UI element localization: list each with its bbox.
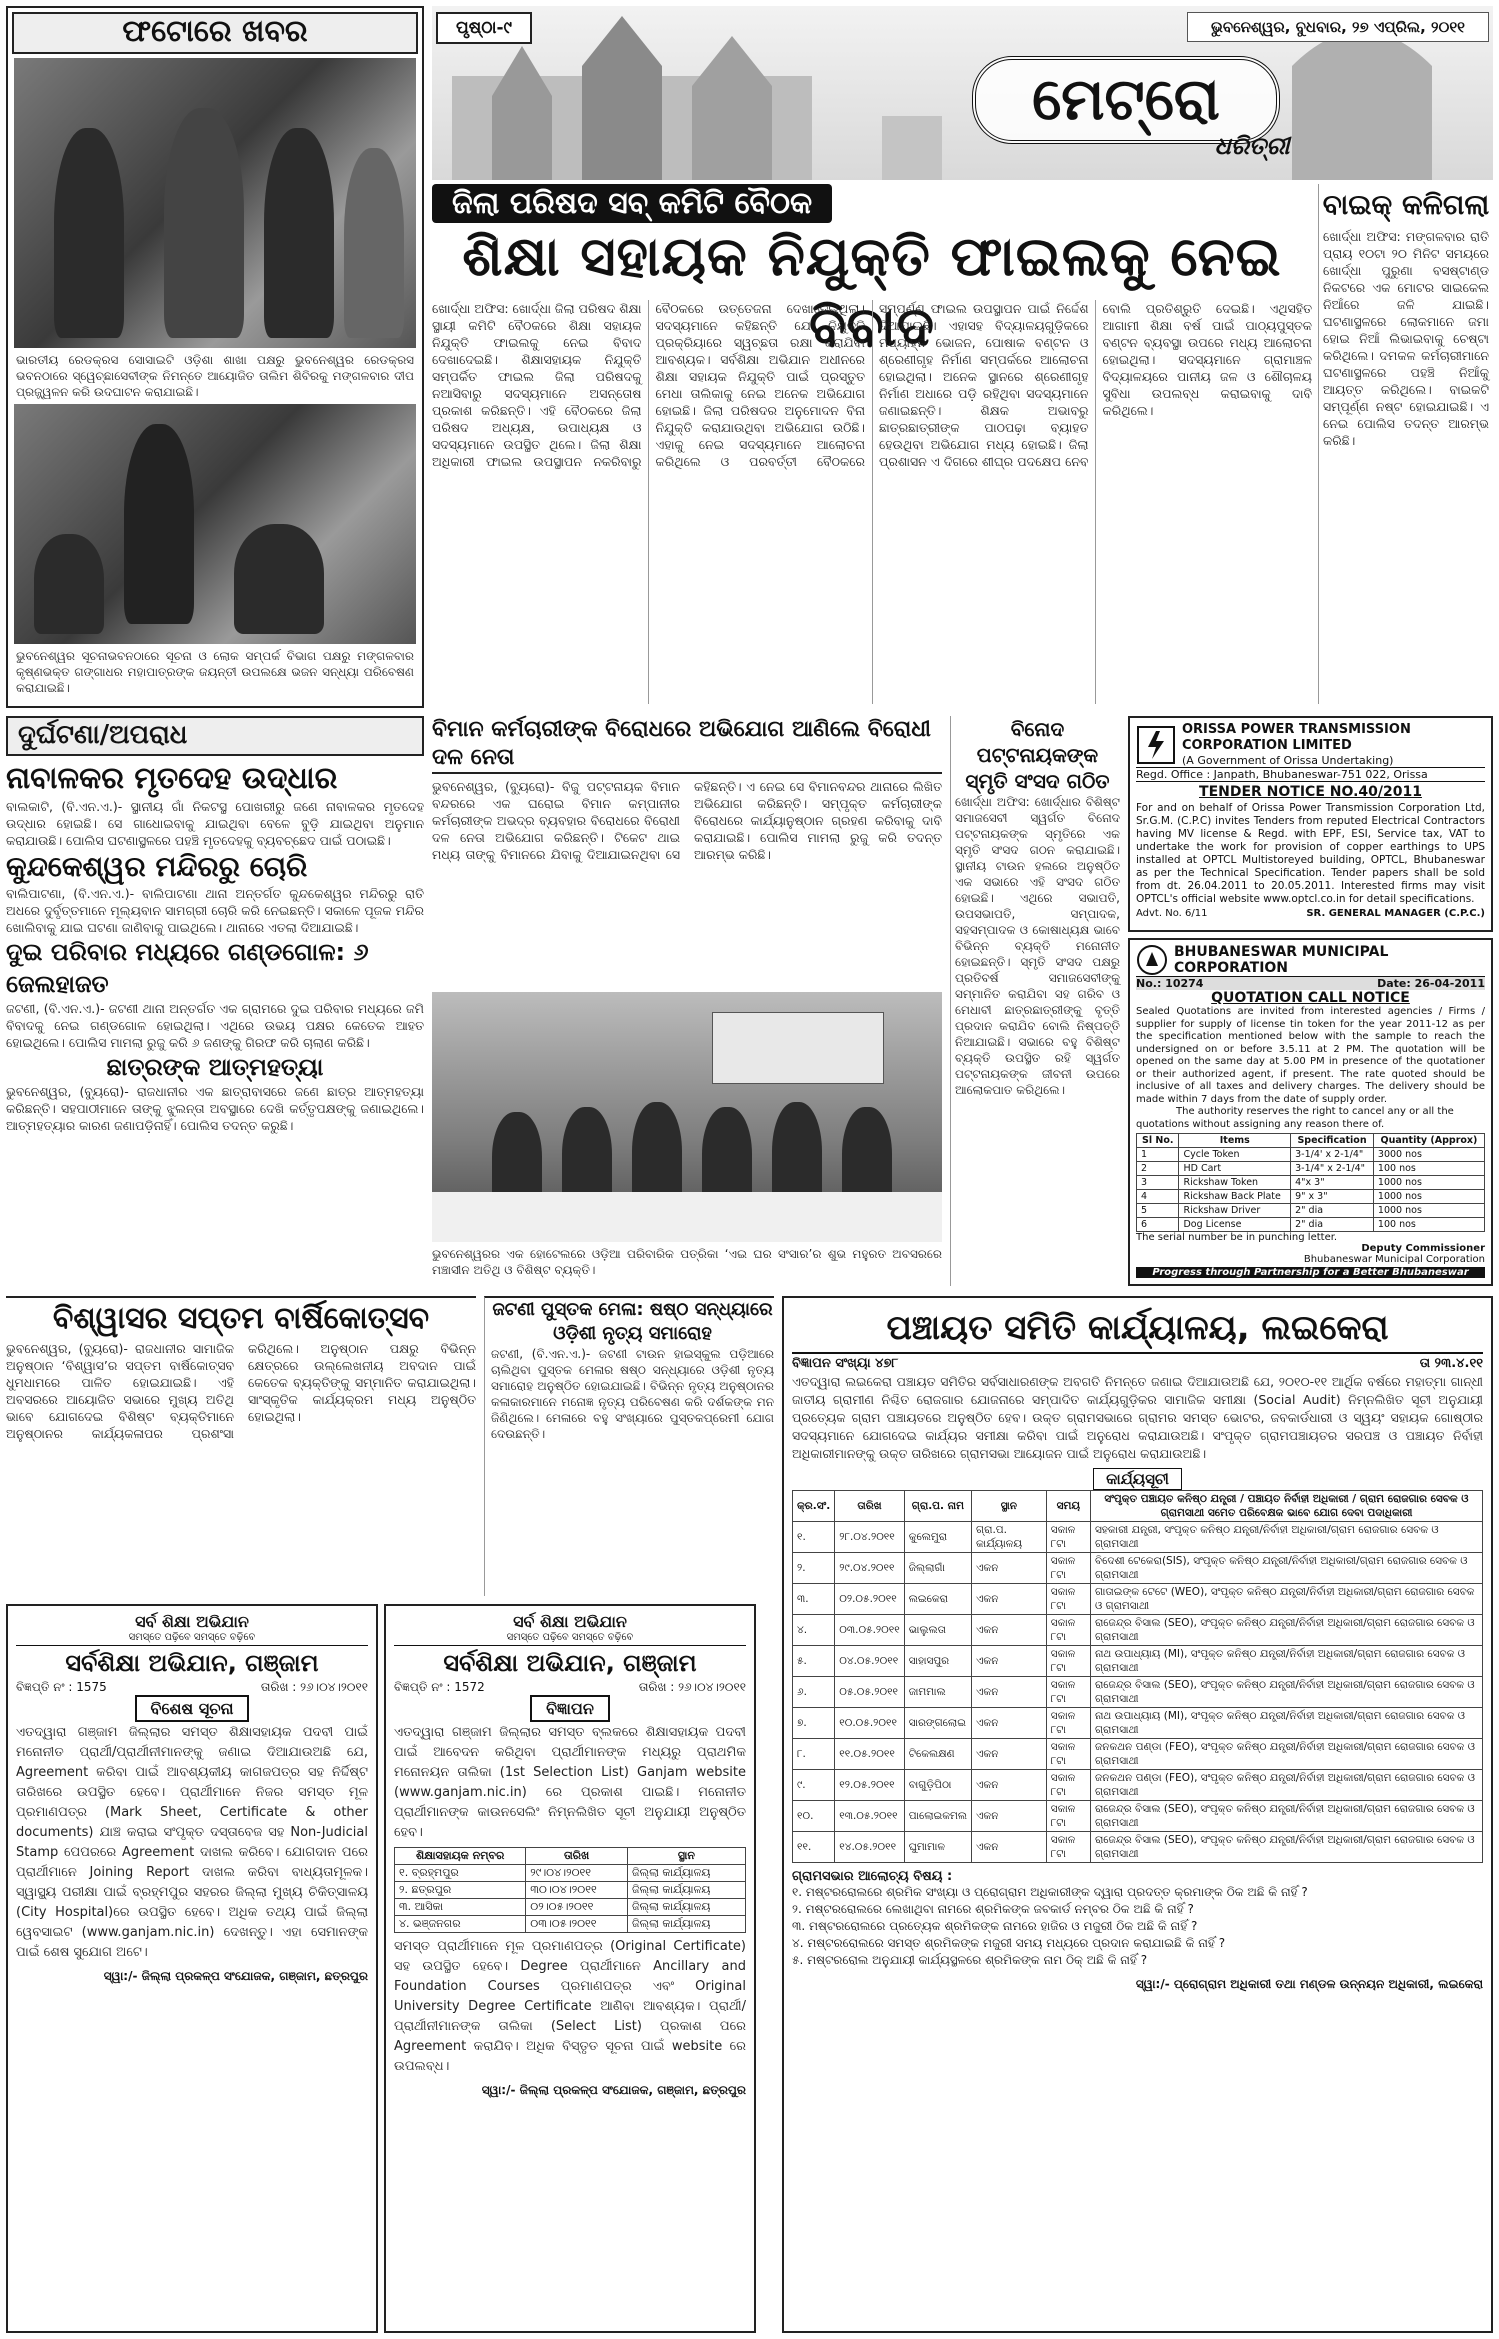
bmc-table-cell: Rickshaw Driver xyxy=(1179,1204,1291,1218)
ssa2-table-cell: ୧. ବ୍ରହ୍ମପୁର xyxy=(395,1865,526,1882)
panchayat-table-row xyxy=(793,1584,1483,1615)
bmc-table-header-cell: Quantity (Approx) xyxy=(1373,1134,1484,1148)
bmc-table-cell: 3-1/4" x 2-1/4" xyxy=(1291,1162,1374,1176)
bmc-tagline: Progress through Partnership for a Better Bhubaneswar xyxy=(1136,1267,1485,1278)
photo-caption-1: ଭାରତୀୟ ରେଡକ୍ରସ ସୋସାଇଟି ଓଡ଼ିଶା ଶାଖା ପକ୍ଷରୁ ଭୁବନେଶ୍ୱର ରେଡକ୍ରସ ଭବନଠାରେ ସ୍ୱେଚ୍ଛାସେବୀଙ୍କ ନିମନ୍ତେ ଆୟୋଜିତ ତାଲିମ ଶିବିରକୁ ମଙ୍ଗଳବାର ଦୀପ ପ୍ରଜ୍ଜ୍ୱଳନ କରି ଉଦଘାଟନ କରାଯାଇଛି। xyxy=(16,353,414,399)
panchayat-schedule-table xyxy=(792,1490,1483,1863)
panchayat-table-header-cell: ସ୍ଥାନ xyxy=(972,1491,1047,1522)
optcl-notice-no: TENDER NOTICE NO.40/2011 xyxy=(1199,784,1422,800)
dateline: ଭୁବନେଶ୍ୱର, ବୁଧବାର, ୨୭ ଏପ୍ରିଲ, ୨୦୧୧ xyxy=(1187,12,1489,42)
panchayat-table-row xyxy=(793,1770,1483,1801)
optcl-advt: Advt. No. 6/11 xyxy=(1136,908,1208,919)
airline-body: ଭୁବନେଶ୍ୱର, (ବୁ୍ୟରୋ)- ବିଜୁ ପଟ୍ଟନାୟକ ବିମାନ ବନ୍ଦରରେ ଏକ ଘରୋଇ ବିମାନ କମ୍ପାନୀର କର୍ମଚାରୀଙ୍କ ଅଭଦ୍ର ବ୍ୟବହାର ବିରୋଧରେ ବିରୋଧୀ ଦଳ ନେତା ଅଭିଯୋଗ କରିଛନ୍ତି। ଟିକେଟ ଥାଇ ମଧ୍ୟ ତାଙ୍କୁ ବିମାନରେ ଯିବାକୁ ଦିଆଯାଇନଥିବା ସେ କହିଛନ୍ତି। ଏ ନେଇ ସେ ବିମାନବନ୍ଦର ଥାନାରେ ଲିଖିତ ଅଭିଯୋଗ କରିଛନ୍ତି। ସମ୍ପୃକ୍ତ କର୍ମଚାରୀଙ୍କ ବିରୋଧରେ କାର୍ଯ୍ୟାନୁଷ୍ଠାନ ଗ୍ରହଣ କରିବାକୁ ଦାବି କରାଯାଇଛି। ପୋଲିସ ମାମଲା ରୁଜୁ କରି ତଦନ୍ତ ଆରମ୍ଭ କରିଛି। xyxy=(432,779,942,862)
panchayat-table-cell: ୦୫.୦୫.୨୦୧୧ xyxy=(835,1677,904,1708)
lead-kicker-box xyxy=(432,184,1312,226)
bmc-table-cell: 6 xyxy=(1137,1218,1179,1232)
ssa2-table-header-cell: ଶିକ୍ଷାସହାୟକ ନମ୍ବର xyxy=(395,1848,526,1865)
photo-redcross xyxy=(14,58,416,348)
page-label: ପୃଷ୍ଠା-୯ xyxy=(436,12,532,44)
panchayat-table-row xyxy=(793,1801,1483,1832)
optcl-sub: (A Government of Orissa Undertaking) xyxy=(1182,754,1394,767)
panchayat-table-cell: ୨୮.୦୪.୨୦୧୧ xyxy=(835,1522,904,1553)
panchayat-table-cell: ସହକାରୀ ଯନ୍ତ୍ରୀ, ସଂପୃକ୍ତ କନିଷ୍ଠ ଯନ୍ତ୍ରୀ/ନିର୍ବାହୀ ଅଧିକାରୀ/ଗ୍ରାମ ରୋଜଗାର ସେବକ ଓ ଗ୍ରାମସାଥୀ xyxy=(1090,1522,1482,1553)
panchayat-table-cell: ଜନକଥନ ପଣ୍ଡା (FEO), ସଂପୃକ୍ତ କନିଷ୍ଠ ଯନ୍ତ୍ରୀ/ନିର୍ବାହୀ ଅଧିକାରୀ/ଗ୍ରାମ ରୋଜଗାର ସେବକ ଓ ଗ୍ରାମସାଥୀ xyxy=(1090,1770,1482,1801)
bmc-table-cell: 1000 nos xyxy=(1373,1190,1484,1204)
panchayat-table-cell: ୧୧. xyxy=(793,1832,835,1863)
panchayat-agenda-item: ୪. ମଷ୍ଟରରୋଲରେ ସମସ୍ତ ଶ୍ରମିକଙ୍କ ମଜୁରୀ ସମୟ ମଧ୍ୟରେ ପ୍ରଦାନ କରାଯାଇଛି କି ନାହିଁ ? xyxy=(792,1936,1226,1950)
panchayat-table-cell: ୧୪.୦୫.୨୦୧୧ xyxy=(835,1832,904,1863)
panchayat-table-cell: ସାରଙ୍ଗଲୋଇ xyxy=(904,1708,971,1739)
panchayat-table-cell: ଜାମମାଲ xyxy=(904,1677,971,1708)
bmc-body2: The authority reserves the right to cancel any or all the quotations without assigning any reason there of. xyxy=(1136,1106,1454,1130)
ssa1-body: ଏତଦ୍ୱାରା ଗଞ୍ଜାମ ଜିଲ୍ଲାର ସମସ୍ତ ଶିକ୍ଷାସହାୟକ ପଦବୀ ପାଇଁ ମନୋନୀତ ପ୍ରାର୍ଥୀ/ପ୍ରାର୍ଥୀନୀମାନଙ୍କୁ ଜଣାଇ ଦିଆଯାଉଅଛି ଯେ, Agreement କରିବା ପାଇଁ ଆବଶ୍ୟକୀୟ କାଗଜପତ୍ର ସହ ନିର୍ଦ୍ଦିଷ୍ଟ ତାରିଖରେ ଉପସ୍ଥିତ ହେବେ। ପ୍ରାର୍ଥୀମାନେ ନିଜର ସମସ୍ତ ମୂଳ ପ୍ରମାଣପତ୍ର (Mark Sheet, Certificate & other documents) ଯାଞ୍ଚ କରାଇ ସଂପୃକ୍ତ ଦସ୍ତାବେଜ ସହ Non-Judicial Stamp ପେପରରେ Agreement ଦାଖଲ କରିବେ। ଯୋଗଦାନ ପରେ ପ୍ରାର୍ଥୀମାନେ Joining Report ଦାଖଲ କରିବା ବାଧ୍ୟତାମୂଳକ। ସ୍ୱାସ୍ଥ୍ୟ ପରୀକ୍ଷା ପାଇଁ ବ୍ରହ୍ମପୁର ସହରର ଜିଲ୍ଲା ମୁଖ୍ୟ ଚିକିତ୍ସାଳୟ (City Hospital)ରେ ଉପସ୍ଥିତ ହେବେ। ଅଧିକ ତଥ୍ୟ ପାଇଁ ଜିଲ୍ଲା ୱେବସାଇଟ (www.ganjam.nic.in) ଦେଖନ୍ତୁ। ଏହା ସେମାନଙ୍କ ପାଇଁ ଶେଷ ସୁଯୋଗ ଅଟେ। xyxy=(16,1725,368,1960)
panchayat-table-cell: ଏକନ xyxy=(972,1584,1047,1615)
bmc-table-cell: 2" dia xyxy=(1291,1218,1374,1232)
panchayat-agenda-title: ଗ୍ରାମସଭାର ଆଲୋଚ୍ୟ ବିଷୟ : xyxy=(792,1869,953,1884)
panchayat-table-cell: ୧୦. xyxy=(793,1801,835,1832)
panchayat-table-cell: ଏକନ xyxy=(972,1615,1047,1646)
panchayat-table-cell: ରାଜେନ୍ଦ୍ର ବିସାଲ (SEO), ସଂପୃକ୍ତ କନିଷ୍ଠ ଯନ୍ତ୍ରୀ/ନିର୍ବାହୀ ଅଧିକାରୀ/ଗ୍ରାମ ରୋଜଗାର ସେବକ ଓ ଗ୍ରାମସାଥୀ xyxy=(1090,1615,1482,1646)
bmc-table-cell: 100 nos xyxy=(1373,1218,1484,1232)
panchayat-table-cell: ୭. xyxy=(793,1708,835,1739)
crime-item-4-title: ଛାତ୍ରଙ୍କ ଆତ୍ମହତ୍ୟା xyxy=(106,1053,324,1081)
bmc-table-header-cell: Items xyxy=(1179,1134,1291,1148)
panchayat-sign: ସ୍ୱା:/- ପ୍ରୋଗ୍ରାମ ଅଧିକାରୀ ତଥା ମଣ୍ଡଳ ଉନ୍ନୟନ ଅଧିକାରୀ, ଲଇକେରା xyxy=(1135,1977,1483,1991)
ssa2-table-row xyxy=(395,1899,746,1916)
bmc-table-cell: 3 xyxy=(1137,1176,1179,1190)
ssa2-date: ତାରିଖ : ୨୬।୦୪।୨୦୧୧ xyxy=(638,1680,746,1694)
panchayat-table-cell: ୮. xyxy=(793,1739,835,1770)
panchayat-table-header-cell: କ୍ର.ସଂ. xyxy=(793,1491,835,1522)
panchayat-table-cell: ଲଇକେରା xyxy=(904,1584,971,1615)
ssa2-table-cell: ୪. ଭଞ୍ଜନଗର xyxy=(395,1916,526,1933)
panchayat-table-row xyxy=(793,1677,1483,1708)
panchayat-table-cell: ଏକନ xyxy=(972,1801,1047,1832)
ssa2-body1: ଏତଦ୍ୱାରା ଗଞ୍ଜାମ ଜିଲ୍ଲାର ସମସ୍ତ ବ୍ଲକରେ ଶିକ୍ଷାସହାୟକ ପଦବୀ ପାଇଁ ଆବେଦନ କରିଥିବା ପ୍ରାର୍ଥୀମାନଙ୍କ ମଧ୍ୟରୁ ପ୍ରାଥମିକ ମନୋନୟନ ତାଲିକା (1st Selection List) Ganjam website (www.ganjam.nic.in) ରେ ପ୍ରକାଶ ପାଇଛି। ମନୋନୀତ ପ୍ରାର୍ଥୀମାନଙ୍କ କାଉନସେଲିଂ ନିମ୍ନଲିଖିତ ସୂଚୀ ଅନୁଯାୟୀ ଅନୁଷ୍ଠିତ ହେବ। xyxy=(394,1725,746,1840)
panchayat-table-cell: ଜନକଥନ ପଣ୍ଡା (FEO), ସଂପୃକ୍ତ କନିଷ୍ଠ ଯନ୍ତ୍ରୀ/ନିର୍ବାହୀ ଅଧିକାରୀ/ଗ୍ରାମ ରୋଜଗାର ସେବକ ଓ ଗ୍ରାମସାଥୀ xyxy=(1090,1739,1482,1770)
optcl-tender xyxy=(1128,716,1493,932)
panchayat-table-cell: ୯. xyxy=(793,1770,835,1801)
panchayat-table-cell: ରାଜେନ୍ଦ୍ର ବିସାଲ (SEO), ସଂପୃକ୍ତ କନିଷ୍ଠ ଯନ୍ତ୍ରୀ/ନିର୍ବାହୀ ଅଧିକାରୀ/ଗ୍ରାମ ରୋଜଗାର ସେବକ ଓ ଗ୍ରାମସାଥୀ xyxy=(1090,1801,1482,1832)
crime-item-4-body: ଭୁବନେଶ୍ୱର, (ବୁ୍ୟରୋ)- ରାଜଧାନୀର ଏକ ଛାତ୍ରାବାସରେ ଜଣେ ଛାତ୍ର ଆତ୍ମହତ୍ୟା କରିଛନ୍ତି। ସହପାଠୀମାନେ ତାଙ୍କୁ ଝୁଲନ୍ତା ଅବସ୍ଥାରେ ଦେଖି କର୍ତ୍ତୃପକ୍ଷଙ୍କୁ ଜଣାଇଥିଲେ। ଆତ୍ମହତ୍ୟାର କାରଣ ଜଣାପଡ଼ିନାହିଁ। ପୋଲିସ ତଦନ୍ତ କରୁଛି। xyxy=(6,1084,424,1133)
jatni-headline: ଜଟଣୀ ପୁସ୍ତକ ମେଳା: ଷଷ୍ଠ ସନ୍ଧ୍ୟାରେ ଓଡ଼ିଶୀ ନୃତ୍ୟ ସମାରୋହ xyxy=(492,1299,773,1344)
optcl-org: ORISSA POWER TRANSMISSION CORPORATION LIMITED xyxy=(1182,722,1411,753)
panchayat-table-row xyxy=(793,1553,1483,1584)
bmc-table-cell: Rickshaw Token xyxy=(1179,1176,1291,1190)
masthead-title: ମେଟ୍ରୋ xyxy=(972,56,1280,144)
ssa2-body2: ସମସ୍ତ ପ୍ରାର୍ଥୀମାନେ ମୂଳ ପ୍ରମାଣପତ୍ର (Original Certificate) ସହ ଉପସ୍ଥିତ ହେବେ। Degree ପ୍ରାର୍ଥୀମାନେ Ancillary and Foundation Courses ପ୍ରମାଣପତ୍ର ଏବଂ Original University Degree Certificate ଆଣିବା ଆବଶ୍ୟକ। ପ୍ରାର୍ଥୀ/ପ୍ରାର୍ଥୀନୀମାନଙ୍କ ତାଲିକା (Select List) ପ୍ରକାଶ ପରେ Agreement କରାଯିବ। ଅଧିକ ବିସ୍ତୃତ ସୂଚନା ପାଇଁ website ରେ ଉପଲବ୍ଧ। xyxy=(394,1939,746,2074)
panchayat-body: ଏତଦ୍ୱାରା ଲଇକେରା ପଞ୍ଚାୟତ ସମିତିର ସର୍ବସାଧାରଣଙ୍କ ଅବଗତି ନିମନ୍ତେ ଜଣାଇ ଦିଆଯାଉଅଛି ଯେ, ୨୦୧୦-୧୧ ଆର୍ଥିକ ବର୍ଷରେ ମହାତ୍ମା ଗାନ୍ଧୀ ଜାତୀୟ ଗ୍ରାମୀଣ ନିଶ୍ଚିତ ରୋଜଗାର ଯୋଜନାରେ ସମ୍ପାଦିତ କାର୍ଯ୍ୟଗୁଡ଼ିକର ସାମାଜିକ ସମୀକ୍ଷା (Social Audit) ନିମ୍ନଲିଖିତ ସୂଚୀ ଅନୁଯାୟୀ ପ୍ରତ୍ୟେକ ଗ୍ରାମ ପଞ୍ଚାୟତରେ ଅନୁଷ୍ଠିତ ହେବ। ଉକ୍ତ ଗ୍ରାମସଭାରେ ଗ୍ରାମର ସମସ୍ତ ଭୋଟର, ଜବକାର୍ଡଧାରୀ ଓ ସ୍ୱୟଂ ସହାୟକ ଗୋଷ୍ଠୀର ସଦସ୍ୟମାନେ ଯୋଗଦେଇ କାର୍ଯ୍ୟର ସମୀକ୍ଷା କରିବା ପାଇଁ ଅନୁରୋଧ କରାଯାଉଅଛି। ସଂପୃକ୍ତ ଗ୍ରାମପଞ୍ଚାୟତର ସରପଞ୍ଚ ଓ ପଞ୍ଚାୟତ ନିର୍ବାହୀ ଅଧିକାରୀମାନଙ୍କୁ ଉକ୍ତ ତାରିଖରେ ଗ୍ରାମସଭା ଆୟୋଜନ ପାଇଁ ଅନୁରୋଧ କରାଯାଉଅଛି। xyxy=(792,1374,1483,1461)
panchayat-table-cell: ସାହାସପୁର xyxy=(904,1646,971,1677)
panchayat-table-cell: ସକାଳ ୮ଟା xyxy=(1046,1832,1090,1863)
ssa2-table-row xyxy=(395,1865,746,1882)
crime-item-1-body: ବାଲକାଟି, (ବି.ଏନ.ଏ.)- ସ୍ଥାନୀୟ ଗାଁ ନିକଟସ୍ଥ ପୋଖରୀରୁ ଜଣେ ନାବାଳକର ମୃତଦେହ ଉଦ୍ଧାର ହୋଇଛି। ସେ ଗାଧୋଇବାକୁ ଯାଇଥିବା ବେଳେ ବୁଡ଼ି ଯାଇଥିବା ଅନୁମାନ କରାଯାଉଛି। ପୋଲିସ ଘଟଣାସ୍ଥଳରେ ପହଞ୍ଚି ମୃତଦେହକୁ ବ୍ୟବଚ୍ଛେଦ ପାଇଁ ପଠାଇଛି। xyxy=(6,799,424,848)
bmc-body: Sealed Quotations are invited from interested agencies / Firms / supplier for supply of license tin token for the year 2011-12 as per the specification mentioned below with the sample to reach the undersigned on or before 3.5.11 at 2 PM. The quotation will be opened on the same day at 5.00 PM in presence of the quotationer or their authorized agent, if present. The rate quoted should be inclusive of all taxes and delivery charges. The delivery should be made within 7 days from the date of supply order. xyxy=(1136,1006,1485,1105)
panchayat-schedule-title: କାର୍ଯ୍ୟସୂଚୀ xyxy=(1093,1468,1182,1490)
ssa2-table-cell: ୨. ଛତ୍ରପୁର xyxy=(395,1882,526,1899)
crime-heading: ଦୁର୍ଘଟଣା/ଅପରାଧ xyxy=(6,716,424,756)
optcl-sign: SR. GENERAL MANAGER (C.P.C.) xyxy=(1306,908,1485,919)
ssa2-table-cell: ୨୯।୦୪।୨୦୧୧ xyxy=(526,1865,628,1882)
ssa2-banner: ବିଜ୍ଞାପନ xyxy=(530,1695,610,1722)
ssa2-schedule-table xyxy=(394,1847,746,1933)
panchayat-table-row xyxy=(793,1708,1483,1739)
panchayat-table-cell: ଗ୍ରା.ପ. କାର୍ଯ୍ୟାଳୟ xyxy=(972,1522,1047,1553)
airline-story xyxy=(432,716,942,1286)
bmc-table-cell: 1 xyxy=(1137,1148,1179,1162)
panchayat-table-cell: ସକାଳ ୮ଟା xyxy=(1046,1553,1090,1584)
crime-item-3-body: ଜଟଣୀ, (ବି.ଏନ.ଏ.)- ଜଟଣୀ ଥାନା ଅନ୍ତର୍ଗତ ଏକ ଗ୍ରାମରେ ଦୁଇ ପରିବାର ମଧ୍ୟରେ ଜମି ବିବାଦକୁ ନେଇ ଗଣ୍ଡଗୋଳ ହୋଇଥିଲା। ଏଥିରେ ଉଭୟ ପକ୍ଷର କେତେକ ଆହତ ହୋଇଥିଲେ। ପୋଲିସ ମାମଲା ରୁଜୁ କରି ୬ ଜଣଙ୍କୁ ଗିରଫ କରି ଚାଲାଣ କରିଛି। xyxy=(6,1001,424,1050)
bmc-sign2: Bhubaneswar Municipal Corporation xyxy=(1303,1254,1485,1265)
ssa2-sign: ସ୍ୱା:/- ଜିଲ୍ଲା ପ୍ରକଳ୍ପ ସଂଯୋଜକ, ଗଞ୍ଜାମ, ଛତ୍ରପୁର xyxy=(481,2083,746,2097)
panchayat-table-cell: ୬. xyxy=(793,1677,835,1708)
ssa-notice-1575 xyxy=(6,1604,378,2333)
bmc-table-cell: 5 xyxy=(1137,1204,1179,1218)
bmc-table-cell: 2" dia xyxy=(1291,1204,1374,1218)
jatni-story xyxy=(484,1296,774,1596)
panchayat-table-cell: ଏକନ xyxy=(972,1770,1047,1801)
photo-bhajan xyxy=(14,404,416,644)
lead-body: ଖୋର୍ଦ୍ଧା ଅଫିସ: ଖୋର୍ଦ୍ଧା ଜିଲା ପରିଷଦ ଶିକ୍ଷା ସ୍ଥାୟୀ କମିଟି ବୈଠକରେ ଶିକ୍ଷା ସହାୟକ ନିଯୁକ୍ତି ଫାଇଲକୁ ନେଇ ବିବାଦ ଦେଖାଦେଇଛି। ଶିକ୍ଷାସହାୟକ ନିଯୁକ୍ତି ସମ୍ପର୍କିତ ଫାଇଲ ଜିଲା ପରିଷଦକୁ ନଆସିବାରୁ ସଦସ୍ୟମାନେ ଅସନ୍ତୋଷ ପ୍ରକାଶ କରିଛନ୍ତି। ଏହି ବୈଠକରେ ଜିଲା ପରିଷଦ ଅଧ୍ୟକ୍ଷ, ଉପାଧ୍ୟକ୍ଷ ଓ ସଦସ୍ୟମାନେ ଉପସ୍ଥିତ ଥିଲେ। ଜିଲା ଶିକ୍ଷା ଅଧିକାରୀ ଫାଇଲ ଉପସ୍ଥାପନ ନକରିବାରୁ ବୈଠକରେ ଉତ୍ତେଜନା ଦେଖାଦେଇଥିଲା। ସଦସ୍ୟମାନେ କହିଛନ୍ତି ଯେ ନିଯୁକ୍ତି ପ୍ରକ୍ରିୟାରେ ସ୍ୱଚ୍ଛତା ରକ୍ଷା କରାଯିବା ଆବଶ୍ୟକ। ସର୍ବଶିକ୍ଷା ଅଭିଯାନ ଅଧୀନରେ ଶିକ୍ଷା ସହାୟକ ନିଯୁକ୍ତି ପାଇଁ ପ୍ରସ୍ତୁତ ମେଧା ତାଲିକାକୁ ନେଇ ଅନେକ ଅଭିଯୋଗ ହୋଇଛି। ଜିଲା ପରିଷଦର ଅନୁମୋଦନ ବିନା ନିଯୁକ୍ତି କରାଯାଉଥିବା ଅଭିଯୋଗ ଉଠିଛି। ଏହାକୁ ନେଇ ସଦସ୍ୟମାନେ ଆଲୋଚନା କରିଥିଲେ ଓ ପରବର୍ତ୍ତୀ ବୈଠକରେ ସମ୍ପୂର୍ଣ୍ଣ ଫାଇଲ ଉପସ୍ଥାପନ ପାଇଁ ନିର୍ଦ୍ଦେଶ ଦିଆଯାଇଛି। ଏହାସହ ବିଦ୍ୟାଳୟଗୁଡ଼ିକରେ ମଧ୍ୟାହ୍ନ ଭୋଜନ, ପୋଷାକ ବଣ୍ଟନ ଓ ଶ୍ରେଣୀଗୃହ ନିର୍ମାଣ ସମ୍ପର୍କରେ ଆଲୋଚନା ହୋଇଥିଲା। ଅନେକ ସ୍ଥାନରେ ଶ୍ରେଣୀଗୃହ ନିର୍ମାଣ ଅଧାରେ ପଡ଼ି ରହିଥିବା ସଦସ୍ୟମାନେ ଜଣାଇଛନ୍ତି। ଶିକ୍ଷକ ଅଭାବରୁ ଛାତ୍ରଛାତ୍ରୀଙ୍କ ପାଠପଢ଼ା ବ୍ୟାହତ ହେଉଥିବା ଅଭିଯୋଗ ମଧ୍ୟ ହୋଇଛି। ଜିଲା ପ୍ରଶାସନ ଏ ଦିଗରେ ଶୀଘ୍ର ପଦକ୍ଷେପ ନେବ ବୋଲି ପ୍ରତିଶ୍ରୁତି ଦେଇଛି। ଏଥିସହିତ ଆଗାମୀ ଶିକ୍ଷା ବର୍ଷ ପାଇଁ ପାଠ୍ୟପୁସ୍ତକ ବଣ୍ଟନ ବ୍ୟବସ୍ଥା ଉପରେ ମଧ୍ୟ ଆଲୋଚନା ହୋଇଥିଲା। ସଦସ୍ୟମାନେ ଗ୍ରାମାଞ୍ଚଳ ବିଦ୍ୟାଳୟରେ ପାନୀୟ ଜଳ ଓ ଶୌଚାଳୟ ସୁବିଧା ଉପଲବ୍ଧ କରାଇବାକୁ ଦାବି କରିଥିଲେ। xyxy=(432,301,1312,469)
bmc-emblem-icon xyxy=(1136,944,1168,976)
ssa2-table-cell: ୩୦।୦୪।୨୦୧୧ xyxy=(526,1882,628,1899)
crime-item-2-body: ବାଲିପାଟଣା, (ବି.ଏନ.ଏ.)- ବାଲିପାଟଣା ଥାନା ଅନ୍ତର୍ଗତ କୁନ୍ଦକେଶ୍ୱର ମନ୍ଦିରରୁ ରାତି ଅଧରେ ଦୁର୍ବୃତ୍ତମାନେ ମୂଲ୍ୟବାନ ସାମଗ୍ରୀ ଚୋରି କରି ନେଇଛନ୍ତି। ସକାଳେ ପୂଜକ ମନ୍ଦିର ଖୋଲିବାକୁ ଯାଇ ଘଟଣା ଜାଣିବାକୁ ପାଇଥିଲେ। ଥାନାରେ ଏତଲା ଦିଆଯାଇଛି। xyxy=(6,886,424,935)
optcl-address: Regd. Office : Janpath, Bhubaneswar-751 022, Orissa xyxy=(1136,767,1485,782)
panchayat-table-cell: ୦୩.୦୫.୨୦୧୧ xyxy=(835,1615,904,1646)
panchayat-table-cell: ସକାଳ ୮ଟା xyxy=(1046,1739,1090,1770)
panchayat-agenda-item: ୩. ମଷ୍ଟରରୋଲରେ ପ୍ରତ୍ୟେକ ଶ୍ରମିକଙ୍କ ନାମରେ ହାଜିର ଓ ମଜୁରୀ ଠିକ ଅଛି କି ନାହିଁ ? xyxy=(792,1919,1198,1933)
panchayat-table-row xyxy=(793,1832,1483,1863)
binod-headline: ବିନୋଦ ପଟ୍ଟନାୟକଙ୍କ ସ୍ମୃତି ସଂସଦ ଗଠିତ xyxy=(965,717,1110,793)
bmc-items-table xyxy=(1136,1133,1485,1232)
panchayat-table-cell: ଏକନ xyxy=(972,1832,1047,1863)
panchayat-table-cell: ୦୨.୦୫.୨୦୧୧ xyxy=(835,1584,904,1615)
panchayat-table-cell: ଏକନ xyxy=(972,1739,1047,1770)
bmc-org: BHUBANESWAR MUNICIPAL CORPORATION xyxy=(1174,944,1389,976)
panchayat-table-cell: ସକାଳ ୮ଟା xyxy=(1046,1708,1090,1739)
panchayat-table-cell: ଏକନ xyxy=(972,1677,1047,1708)
panchayat-table-cell: ୧୦.୦୫.୨୦୧୧ xyxy=(835,1708,904,1739)
panchayat-table-cell: ପାଲୋଇକମଲ xyxy=(904,1801,971,1832)
panchayat-table-cell: ୩. xyxy=(793,1584,835,1615)
panchayat-table-cell: ୨. xyxy=(793,1553,835,1584)
bmc-no: No.: 10274 xyxy=(1136,977,1204,990)
ssa1-logo-text: ସର୍ବ ଶିକ୍ଷା ଅଭିଯାନ xyxy=(135,1612,249,1631)
bmc-table-row xyxy=(1137,1148,1485,1162)
ssa2-table-header-cell: ସ୍ଥାନ xyxy=(627,1848,745,1865)
panchayat-table-cell: ସକାଳ ୮ଟା xyxy=(1046,1646,1090,1677)
optcl-logo-icon xyxy=(1136,725,1176,765)
panchayat-date: ତା ୨୩.୪.୧୧ xyxy=(1419,1356,1483,1371)
ssa2-logo-text: ସର୍ବ ଶିକ୍ଷା ଅଭିଯାନ xyxy=(513,1612,627,1631)
bmc-table-cell: 3000 nos xyxy=(1373,1148,1484,1162)
panchayat-table-cell: ସକାଳ ୮ଟା xyxy=(1046,1677,1090,1708)
panchayat-table-cell: ସକାଳ ୮ଟା xyxy=(1046,1615,1090,1646)
ssa1-date: ତାରିଖ : ୨୬।୦୪।୨୦୧୧ xyxy=(260,1680,368,1694)
panchayat-table-cell: ଭାଲୁଲତା xyxy=(904,1615,971,1646)
optcl-body: For and on behalf of Orissa Power Transmission Corporation Ltd, Sr.G.M. (C.P.C) invites Tenders from reputed Electrical Contractors having MV license & Regd. with EPF, ESI, Service tax, VAT to undertake the work for provision of copper earthings to UPS installed at OPTCL Multistoreyed building, OPTCL, Bhubaneswar as per the Technical Specification. Tender papers shall be sold from dt. 26.04.2011 to 20.05.2011. Interested firms may visit OPTCL's official website www.optcl.co.in for detail specifications. xyxy=(1136,802,1485,905)
binod-body: ଖୋର୍ଦ୍ଧା ଅଫିସ: ଖୋର୍ଦ୍ଧାର ବିଶିଷ୍ଟ ସମାଜସେବୀ ସ୍ୱର୍ଗତ ବିନୋଦ ପଟ୍ଟନାୟକଙ୍କ ସ୍ମୃତିରେ ଏକ ସ୍ମୃତି ସଂସଦ ଗଠନ କରାଯାଇଛି। ସ୍ଥାନୀୟ ଟାଉନ ହଲରେ ଅନୁଷ୍ଠିତ ଏକ ସଭାରେ ଏହି ସଂସଦ ଗଠିତ ହୋଇଛି। ଏଥିରେ ସଭାପତି, ଉପସଭାପତି, ସମ୍ପାଦକ, ସହସମ୍ପାଦକ ଓ କୋଷାଧ୍ୟକ୍ଷ ଭାବେ ବିଭିନ୍ନ ବ୍ୟକ୍ତି ମନୋନୀତ ହୋଇଛନ୍ତି। ସ୍ମୃତି ସଂସଦ ପକ୍ଷରୁ ପ୍ରତିବର୍ଷ ସମାଜସେବୀଙ୍କୁ ସମ୍ମାନିତ କରାଯିବା ସହ ଗରିବ ଓ ମେଧାବୀ ଛାତ୍ରଛାତ୍ରୀଙ୍କୁ ବୃତ୍ତି ପ୍ରଦାନ କରାଯିବ ବୋଲି ନିଷ୍ପତ୍ତି ନିଆଯାଇଛି। ସଭାରେ ବହୁ ବିଶିଷ୍ଟ ବ୍ୟକ୍ତି ଉପସ୍ଥିତ ରହି ସ୍ୱର୍ଗତ ପଟ୍ଟନାୟକଙ୍କ ଜୀବନୀ ଉପରେ ଆଲୋକପାତ କରିଥିଲେ। xyxy=(955,795,1120,1097)
bmc-footnote: The serial number be in punching letter. xyxy=(1136,1232,1338,1243)
panchayat-agenda-item: ୫. ମଷ୍ଟରରୋଲ ଅନୁଯାୟୀ କାର୍ଯ୍ୟସ୍ଥଳରେ ଶ୍ରମିକଙ୍କ ନାମ ଠିକ୍ ଅଛି କି ନାହିଁ ? xyxy=(792,1953,1148,1967)
jatni-body: ଜଟଣୀ, (ବି.ଏନ.ଏ.)- ଜଟଣୀ ଟାଉନ ହାଇସ୍କୁଲ ପଡ଼ିଆରେ ଚାଲିଥିବା ପୁସ୍ତକ ମେଳାର ଷଷ୍ଠ ସନ୍ଧ୍ୟାରେ ଓଡ଼ିଶୀ ନୃତ୍ୟ ସମାରୋହ ଅନୁଷ୍ଠିତ ହୋଇଯାଇଛି। ବିଭିନ୍ନ ନୃତ୍ୟ ଅନୁଷ୍ଠାନର କଳାକାରମାନେ ମନୋଜ୍ଞ ନୃତ୍ୟ ପରିବେଷଣ କରି ଦର୍ଶକଙ୍କ ମନ ଜିଣିଥିଲେ। ମେଳାରେ ବହୁ ସଂଖ୍ୟାରେ ପୁସ୍ତକପ୍ରେମୀ ଯୋଗ ଦେଉଛନ୍ତି। xyxy=(491,1347,774,1441)
bmc-table-cell: Cycle Token xyxy=(1179,1148,1291,1162)
panchayat-table-cell: ୨୯.୦୪.୨୦୧୧ xyxy=(835,1553,904,1584)
panchayat-table-cell: ୧୧.୦୫.୨୦୧୧ xyxy=(835,1739,904,1770)
ssa2-table-cell: ୦୨।୦୫।୨୦୧୧ xyxy=(526,1899,628,1916)
bmc-table-header-cell: Specification xyxy=(1291,1134,1374,1148)
binod-story xyxy=(950,716,1120,1286)
bmc-sign1: Deputy Commissioner xyxy=(1361,1243,1485,1254)
panchayat-title: ପଞ୍ଚାୟତ ସମିତି କାର୍ଯ୍ୟାଳୟ, ଲଇକେରା xyxy=(792,1304,1483,1354)
crime-item-2-title: କୁନ୍ଦକେଶ୍ୱର ମନ୍ଦିରରୁ ଚୋରି xyxy=(6,850,308,883)
bmc-notice xyxy=(1128,938,1493,1286)
panchayat-table-cell: ଏକନ xyxy=(972,1646,1047,1677)
bmc-table-cell: Rickshaw Back Plate xyxy=(1179,1190,1291,1204)
ssa1-logo-sub: ସମସ୍ତେ ପଢ଼ିବେ ସମସ୍ତେ ବଢ଼ିବେ xyxy=(128,1632,256,1643)
bike-headline: ବାଇକ୍ କଳିଗଲା xyxy=(1322,188,1490,221)
panchayat-agenda-list xyxy=(792,1884,1483,1969)
crime-item-1-title: ନାବାଳକର ମୃତଦେହ ଉଦ୍ଧାର xyxy=(6,761,338,796)
bmc-table-cell: Dog License xyxy=(1179,1218,1291,1232)
panchayat-table-header-cell: ତାରିଖ xyxy=(835,1491,904,1522)
panchayat-table-cell: ରାଜେନ୍ଦ୍ର ବିସାଲ (SEO), ସଂପୃକ୍ତ କନିଷ୍ଠ ଯନ୍ତ୍ରୀ/ନିର୍ବାହୀ ଅଧିକାରୀ/ଗ୍ରାମ ରୋଜଗାର ସେବକ ଓ ଗ୍ରାମସାଥୀ xyxy=(1090,1832,1482,1863)
ssa1-title: ସର୍ବଶିକ୍ଷା ଅଭିଯାନ, ଗଞ୍ଜାମ xyxy=(65,1649,319,1677)
panchayat-table-header-cell: ଗ୍ରା.ପ. ନାମ xyxy=(904,1491,971,1522)
photo-caption-2: ଭୁବନେଶ୍ୱର ସୂଚନାଭବନଠାରେ ସୂଚନା ଓ ଲୋକ ସମ୍ପର୍କ ବିଭାଗ ପକ୍ଷରୁ ମଙ୍ଗଳବାର କୃଷ୍ଣଭକ୍ତ ଗଙ୍ଗାଧର ମହାପାତ୍ରଙ୍କ ଜୟନ୍ତୀ ଉପଲକ୍ଷେ ଭଜନ ସନ୍ଧ୍ୟା ପରିବେଷଣ କରାଯାଇଛି। xyxy=(16,649,414,695)
biswas-story xyxy=(6,1296,476,1596)
panchayat-table-cell: ନାଥ ଉପାଧ୍ୟାୟ (MI), ସଂପୃକ୍ତ କନିଷ୍ଠ ଯନ୍ତ୍ରୀ/ନିର୍ବାହୀ ଅଧିକାରୀ/ଗ୍ରାମ ରୋଜଗାର ସେବକ ଓ ଗ୍ରାମସାଥୀ xyxy=(1090,1646,1482,1677)
bmc-table-row xyxy=(1137,1218,1485,1232)
ssa-notice-1572 xyxy=(384,1604,756,2333)
crime-item-3-title: ଦୁଇ ପରିବାର ମଧ୍ୟରେ ଗଣ୍ଡଗୋଳ: ୬ ଜେଲହାଜତ xyxy=(6,938,369,998)
ssa2-title: ସର୍ବଶିକ୍ଷା ଅଭିଯାନ, ଗଞ୍ଜାମ xyxy=(443,1649,697,1677)
bmc-date: Date: 26-04-2011 xyxy=(1377,977,1485,990)
panchayat-agenda-item: ୨. ମଷ୍ଟରରୋଲରେ ଲେଖାଥିବା ନାମରେ ଶ୍ରମିକଙ୍କ ଜବକାର୍ଡ ନମ୍ବର ଠିକ ଅଛି କି ନାହିଁ ? xyxy=(792,1902,1194,1916)
biswas-body: ଭୁବନେଶ୍ୱର, (ବୁ୍ୟରୋ)- ରାଜଧାନୀର ସାମାଜିକ ଅନୁଷ୍ଠାନ ‘ବିଶ୍ୱାସ’ର ସପ୍ତମ ବାର୍ଷିକୋତ୍ସବ ଧୁମଧାମରେ ପାଳିତ ହୋଇଯାଇଛି। ଏହି ଅବସରରେ ଆୟୋଜିତ ସଭାରେ ମୁଖ୍ୟ ଅତିଥି ଭାବେ ଯୋଗଦେଇ ବିଶିଷ୍ଟ ବ୍ୟକ୍ତିମାନେ ଅନୁଷ୍ଠାନର କାର୍ଯ୍ୟକଳାପର ପ୍ରଶଂସା କରିଥିଲେ। ଅନୁଷ୍ଠାନ ପକ୍ଷରୁ ବିଭିନ୍ନ କ୍ଷେତ୍ରରେ ଉଲ୍ଲେଖନୀୟ ଅବଦାନ ପାଇଁ କେତେକ ବ୍ୟକ୍ତିଙ୍କୁ ସମ୍ମାନିତ କରାଯାଇଥିଲା। ସାଂସ୍କୃତିକ କାର୍ଯ୍ୟକ୍ରମ ମଧ୍ୟ ଅନୁଷ୍ଠିତ ହୋଇଥିଲା। xyxy=(6,1341,476,1441)
panchayat-table-cell: ବାଗୁଡ଼ିପିଠା xyxy=(904,1770,971,1801)
ssa1-banner: ବିଶେଷ ସୂଚନା xyxy=(135,1695,250,1722)
panchayat-table-cell: ବିଦେଶୀ ଟେକେରା(SIS), ସଂପୃକ୍ତ କନିଷ୍ଠ ଯନ୍ତ୍ରୀ/ନିର୍ବାହୀ ଅଧିକାରୀ/ଗ୍ରାମ ରୋଜଗାର ସେବକ ଓ ଗ୍ରାମସାଥୀ xyxy=(1090,1553,1482,1584)
ssa2-logo-sub: ସମସ୍ତେ ପଢ଼ିବେ ସମସ୍ତେ ବଢ଼ିବେ xyxy=(506,1632,634,1643)
bmc-table-cell: 2 xyxy=(1137,1162,1179,1176)
ssa2-table-cell: ଜିଲ୍ଲା କାର୍ଯ୍ୟାଳୟ xyxy=(627,1916,745,1933)
panchayat-table-cell: ୧୩.୦୫.୨୦୧୧ xyxy=(835,1801,904,1832)
panchayat-table-cell: କୁଲେମୁରା xyxy=(904,1522,971,1553)
panchayat-table-cell: ସକାଳ ୮ଟା xyxy=(1046,1770,1090,1801)
panchayat-table-cell: ସକାଳ ୮ଟା xyxy=(1046,1801,1090,1832)
panchayat-table-cell: ସକାଳ ୮ଟା xyxy=(1046,1584,1090,1615)
lead-kicker: ଜିଲା ପରିଷଦ ସବ୍ କମିଟି ବୈଠକ xyxy=(432,184,832,223)
panchayat-table-cell: ସକାଳ ୮ଟା xyxy=(1046,1522,1090,1553)
ssa2-table-cell: ୩. ଆସିକା xyxy=(395,1899,526,1916)
bike-body: ଖୋର୍ଦ୍ଧା ଅଫିସ: ମଙ୍ଗଳବାର ରାତି ପ୍ରାୟ ୧୦ଟା ୨୦ ମିନିଟ ସମୟରେ ଖୋର୍ଦ୍ଧା ପୁରୁଣା ବସଷ୍ଟାଣ୍ଡ ନିକଟରେ ଏକ ମୋଟର ସାଇକେଲ ନିଆଁରେ ଜଳି ଯାଇଛି। ଘଟଣାସ୍ଥଳରେ ଲୋକମାନେ ଜମା ହୋଇ ନିଆଁ ଲିଭାଇବାକୁ ଚେଷ୍ଟା କରିଥିଲେ। ଦମକଳ କର୍ମଚାରୀମାନେ ଘଟଣାସ୍ଥଳରେ ପହଞ୍ଚି ନିଆଁକୁ ଆୟତ୍ତ କରିଥିଲେ। ବାଇକଟି ସମ୍ପୂର୍ଣ୍ଣ ନଷ୍ଟ ହୋଇଯାଇଛି। ଏ ନେଇ ପୋଲିସ ତଦନ୍ତ ଆରମ୍ଭ କରିଛି। xyxy=(1323,229,1489,448)
bmc-table-cell: 3-1/4' x 2-1/4" xyxy=(1291,1148,1374,1162)
panchayat-table-cell: ଜିଲ୍ଲାଗାଁ xyxy=(904,1553,971,1584)
ssa2-table-cell: ୦୩।୦୫।୨୦୧୧ xyxy=(526,1916,628,1933)
ssa2-table-row xyxy=(395,1882,746,1899)
bmc-table-row xyxy=(1137,1204,1485,1218)
ssa2-no: ବିଜ୍ଞପ୍ତି ନଂ : 1572 xyxy=(394,1680,485,1694)
panchayat-table-row xyxy=(793,1646,1483,1677)
ssa2-table-row xyxy=(395,1916,746,1933)
bmc-table-cell: 1000 nos xyxy=(1373,1176,1484,1190)
panchayat-table-cell: ୦୪.୦୫.୨୦୧୧ xyxy=(835,1646,904,1677)
panchayat-table-cell: ଗାତାଇଙ୍କ ଟେଟେ (WEO), ସଂପୃକ୍ତ କନିଷ୍ଠ ଯନ୍ତ୍ରୀ/ନିର୍ବାହୀ ଅଧିକାରୀ/ଗ୍ରାମ ରୋଜଗାର ସେବକ ଓ ଗ୍ରାମସାଥୀ xyxy=(1090,1584,1482,1615)
panchayat-table-cell: ରାଜେନ୍ଦ୍ର ବିସାଲ (SEO), ସଂପୃକ୍ତ କନିଷ୍ଠ ଯନ୍ତ୍ରୀ/ନିର୍ବାହୀ ଅଧିକାରୀ/ଗ୍ରାମ ରୋଜଗାର ସେବକ ଓ ଗ୍ରାମସାଥୀ xyxy=(1090,1677,1482,1708)
panchayat-table-cell: ଘୁମାମାଳ xyxy=(904,1832,971,1863)
panchayat-table-header-cell: ସମୟ xyxy=(1046,1491,1090,1522)
panchayat-table-row xyxy=(793,1522,1483,1553)
bmc-table-cell: 1000 nos xyxy=(1373,1204,1484,1218)
bmc-table-cell: 4 xyxy=(1137,1190,1179,1204)
bmc-table-row xyxy=(1137,1162,1485,1176)
panchayat-table-cell: ୫. xyxy=(793,1646,835,1677)
photo-news-box xyxy=(6,6,424,708)
crime-section xyxy=(6,716,424,1286)
ssa2-table-cell: ଜିଲ୍ଲା କାର୍ଯ୍ୟାଳୟ xyxy=(627,1899,745,1916)
ssa2-table-cell: ଜିଲ୍ଲା କାର୍ଯ୍ୟାଳୟ xyxy=(627,1882,745,1899)
panchayat-table-row xyxy=(793,1615,1483,1646)
lead-headline: ଶିକ୍ଷା ସହାୟକ ନିଯୁକ୍ତି ଫାଇଲକୁ ନେଇ ବିବାଦ xyxy=(462,225,1282,358)
photo-launch-event xyxy=(432,992,942,1242)
panchayat-no: ବିଜ୍ଞାପନ ସଂଖ୍ୟା ୪୭୮ xyxy=(792,1356,899,1371)
photo-news-heading: ଫଟୋରେ ଖବର xyxy=(12,12,418,54)
airline-caption: ଭୁବନେଶ୍ୱରର ଏକ ହୋଟେଲରେ ଓଡ଼ିଆ ପରିବାରିକ ପତ୍ରିକା ‘ଏଇ ଘର ସଂସାର’ର ଶୁଭ ମହୁରତ ଅବସରରେ ମଞ୍ଚାସୀନ ଅତିଥି ଓ ବିଶିଷ୍ଟ ବ୍ୟକ୍ତି। xyxy=(432,1247,942,1277)
ssa1-no: ବିଜ୍ଞପ୍ତି ନଂ : 1575 xyxy=(16,1680,107,1694)
panchayat-agenda-item: ୧. ମଷ୍ଟରରୋଲରେ ଶ୍ରମିକ ସଂଖ୍ୟା ଓ ପ୍ରୋଗ୍ରାମ ଅଧିକାରୀଙ୍କ ଦ୍ୱାରା ପ୍ରଦତ୍ତ କ୍ରମାଙ୍କ ଠିକ ଅଛି କି ନାହିଁ ? xyxy=(792,1885,1308,1899)
bmc-table-cell: 9" x 3" xyxy=(1291,1190,1374,1204)
bmc-table-row xyxy=(1137,1190,1485,1204)
panchayat-table-cell: ୧. xyxy=(793,1522,835,1553)
panchayat-table-cell: ଏକନ xyxy=(972,1553,1047,1584)
bike-story xyxy=(1318,184,1493,704)
panchayat-table-row xyxy=(793,1739,1483,1770)
ssa1-sign: ସ୍ୱା:/- ଜିଲ୍ଲା ପ୍ରକଳ୍ପ ସଂଯୋଜକ, ଗଞ୍ଜାମ, ଛତ୍ରପୁର xyxy=(103,1969,368,1983)
bmc-table-cell: 4"x 3" xyxy=(1291,1176,1374,1190)
biswas-headline: ବିଶ୍ୱାସର ସପ୍ତମ ବାର୍ଷିକୋତ୍ସବ xyxy=(52,1301,430,1336)
bmc-table-row xyxy=(1137,1176,1485,1190)
panchayat-table-cell: ଟିକେଲକ୍ଷଣ xyxy=(904,1739,971,1770)
bmc-table-header-cell: Sl No. xyxy=(1137,1134,1179,1148)
masthead-subtitle: ଧରିତ୍ରୀ xyxy=(1214,132,1290,160)
bmc-title: QUOTATION CALL NOTICE xyxy=(1211,990,1410,1006)
panchayat-table-cell: ଏକନ xyxy=(972,1708,1047,1739)
masthead xyxy=(432,6,1493,180)
panchayat-table-cell: ୪. xyxy=(793,1615,835,1646)
ssa2-table-header-cell: ତାରିଖ xyxy=(526,1848,628,1865)
bmc-table-cell: HD Cart xyxy=(1179,1162,1291,1176)
panchayat-table-cell: ୧୨.୦୫.୨୦୧୧ xyxy=(835,1770,904,1801)
panchayat-table-header-cell: ସଂପୃକ୍ତ ପଞ୍ଚାୟତ କନିଷ୍ଠ ଯନ୍ତ୍ରୀ / ପଞ୍ଚାୟତ ନିର୍ବାହୀ ଅଧିକାରୀ / ଗ୍ରାମ ରୋଜଗାର ସେବକ ଓ ଗ୍ରାମସାଥୀ ସମେତ ପରିବେକ୍ଷକ ଭାବେ ଯୋଗ ଦେବା ପଦାଧିକାରୀ xyxy=(1090,1491,1482,1522)
bmc-table-cell: 100 nos xyxy=(1373,1162,1484,1176)
ssa2-table-cell: ଜିଲ୍ଲା କାର୍ଯ୍ୟାଳୟ xyxy=(627,1865,745,1882)
panchayat-table-cell: ନାଥ ଉପାଧ୍ୟାୟ (MI), ସଂପୃକ୍ତ କନିଷ୍ଠ ଯନ୍ତ୍ରୀ/ନିର୍ବାହୀ ଅଧିକାରୀ/ଗ୍ରାମ ରୋଜଗାର ସେବକ ଓ ଗ୍ରାମସାଥୀ xyxy=(1090,1708,1482,1739)
airline-headline: ବିମାନ କର୍ମଚାରୀଙ୍କ ବିରୋଧରେ ଅଭିଯୋଗ ଆଣିଲେ ବିରୋଧୀ ଦଳ ନେତା xyxy=(432,716,942,774)
panchayat-notice xyxy=(782,1296,1493,2333)
